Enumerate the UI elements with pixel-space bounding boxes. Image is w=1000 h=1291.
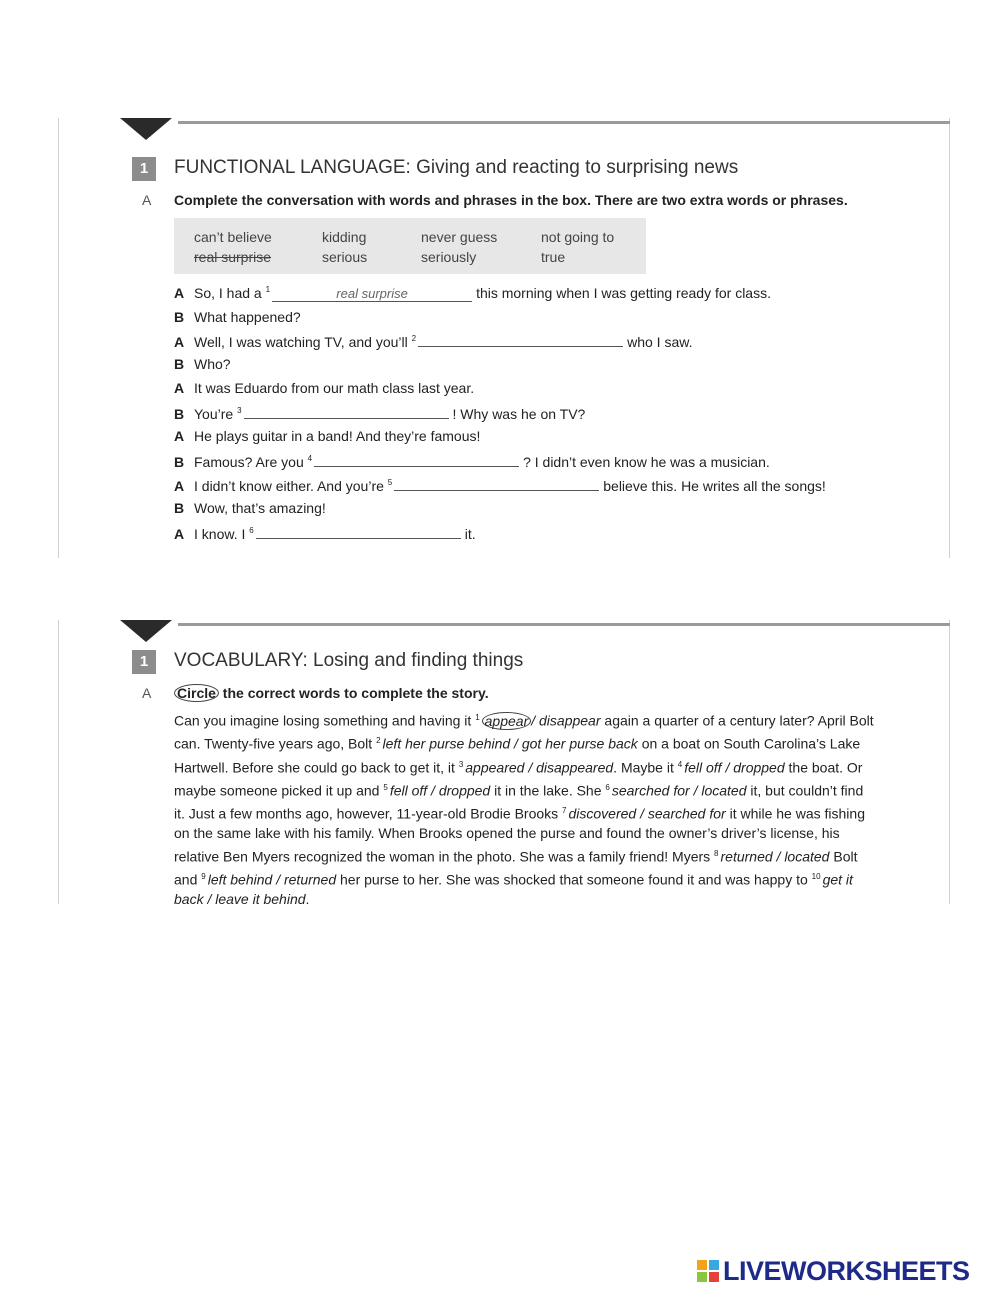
speaker-label: B [174,406,185,422]
circled-word: Circle [174,684,219,702]
section-number: 1 [132,157,156,181]
line-text: So, I had a [194,285,262,301]
gap-number: 5 [387,478,393,488]
dialogue-line [174,428,480,448]
answer-blank[interactable] [394,476,599,491]
line-text: ! Why was he on TV? [452,406,586,422]
word-box-item: serious [322,249,368,265]
section-number: 1 [132,650,156,674]
line-text: I didn’t know either. And you’re [194,478,384,494]
exercise-letter: A [142,685,152,701]
panel-left-edge [58,620,59,904]
choice-options[interactable]: left her purse behind / got her purse back [382,735,638,752]
line-text: You’re [194,406,234,422]
gap-number: 3 [237,406,242,416]
exercise-instruction [174,685,489,701]
line-text: Famous? Are you [194,454,304,470]
speaker-label: A [174,334,185,350]
word-box-item: never guess [421,229,498,245]
word-box [174,218,646,274]
section-title: VOCABULARY: Losing and finding things [174,650,524,671]
dialogue-line [174,404,585,424]
logo-square [709,1260,719,1270]
section-marker-triangle [120,620,172,642]
gap-number: 1 [265,285,271,295]
speaker-label: A [174,478,185,494]
line-text: ? I didn’t even know he was a musician. [523,454,770,470]
word-box-item: true [541,249,566,265]
word-box-item: can’t believe [194,229,272,245]
logo-square [709,1272,719,1282]
choice-options[interactable]: left behind / returned [207,871,337,888]
logo-square [697,1272,707,1282]
exercise-instruction: Complete the conversation with words and phrases in the box. There are two extra words or phrases. [174,192,848,208]
dialogue-line [174,524,476,544]
choice-options[interactable]: discovered / searched for [568,805,726,822]
dialogue-line [174,332,692,352]
panel-right-edge [949,620,950,904]
panel-left-edge [58,118,59,558]
gap-number: 4 [307,454,313,464]
line-text: What happened? [194,309,301,325]
line-text: believe this. He writes all the songs! [603,478,826,494]
instruction-text: the correct words to complete the story. [218,685,489,701]
choice-option-selected[interactable]: appear [482,712,532,730]
word-box-item: seriously [421,249,477,265]
line-text: who I saw. [627,334,693,350]
section-title: FUNCTIONAL LANGUAGE: Giving and reacting to surprising news [174,157,739,178]
choice-options[interactable]: get it back / leave it behind [174,871,853,908]
section-marker-triangle [120,118,172,140]
logo-square [697,1260,707,1270]
dialogue-line [174,380,474,400]
speaker-label: B [174,356,185,372]
answer-blank[interactable] [244,404,449,419]
line-text: It was Eduardo from our math class last year. [194,380,475,396]
answer-blank[interactable] [256,524,461,539]
line-text: this morning when I was getting ready for class. [476,285,771,301]
story-paragraph: Can you imagine losing something and having it $^1$ appear / disappear again a quarter of a century later? April Bolt can. Twenty-five years ago, Bolt $^2$ left her purse behind / got her purse back on a boat on South Carolina’s Lake Hartwell. Before she could go back to get it, it $^3$ appeared / disappeared. Maybe it $^4$ fell off / dropped the boat. Or maybe someone picked it up and $^5$ fell off / dropped it in the lake. She $^6$ searched for / located it, but couldn’t find it. Just a few months ago, however, 11-year-old Brodie Brooks $^7$ discovered / searched for it while he was fishing on the same lake with his family. When Brooks opened the purse and found the owner’s driver’s license, his relative Ben Myers recognized the woman in the photo. She was a family friend! Myers $^8$ returned / located Bolt and $^9$ left behind / returned her purse to her. She was shocked that someone found it and was happy to $^{10}$ get it back / leave it behind. [174,712,874,908]
word-box-item: not going to [541,229,615,245]
speaker-label: B [174,500,185,516]
answer-blank-example: real surprise [272,287,472,302]
word-box-item: kidding [322,229,367,245]
answer-blank[interactable] [418,332,623,347]
choice-options[interactable]: appeared / disappeared [465,759,614,776]
gap-number: 6 [249,526,254,536]
speaker-label: A [174,285,185,301]
dialogue-line [174,452,770,472]
panel-top-rule [178,623,950,626]
speaker-label: A [174,526,185,542]
dialogue-line [174,356,231,376]
choice-options[interactable]: fell off / dropped [389,782,491,799]
choice-options[interactable]: searched for / located [611,782,747,799]
line-text: Well, I was watching TV, and you’ll [194,334,408,350]
logo-text: LIVEWORKSHEETS [723,1256,970,1286]
choice-option[interactable]: / disappear [531,712,601,729]
word-box-item-used: real surprise [194,249,272,265]
dialogue-line [174,476,826,496]
panel-top-rule [178,121,950,124]
dialogue-line [174,500,326,520]
choice-options[interactable]: fell off / dropped [684,759,785,776]
speaker-label: A [174,380,185,396]
line-text: it. [464,526,476,542]
choice-options[interactable]: returned / located [720,848,830,865]
speaker-label: B [174,309,185,325]
line-text: He plays guitar in a band! And they’re famous! [194,428,481,444]
panel-right-edge [949,118,950,558]
speaker-label: B [174,454,185,470]
exercise-letter: A [142,192,152,208]
logo-grid-icon [697,1260,719,1282]
line-text: Wow, that’s amazing! [194,500,326,516]
gap-number: 2 [411,334,417,344]
line-text: Who? [194,356,231,372]
answer-blank[interactable] [314,452,519,467]
exercise-panel-functional-language [58,118,950,558]
dialogue-line [174,309,301,329]
exercise-panel-vocabulary [58,620,950,908]
speaker-label: A [174,428,185,444]
dialogue-line [174,285,771,305]
line-text: I know. I [194,526,246,542]
